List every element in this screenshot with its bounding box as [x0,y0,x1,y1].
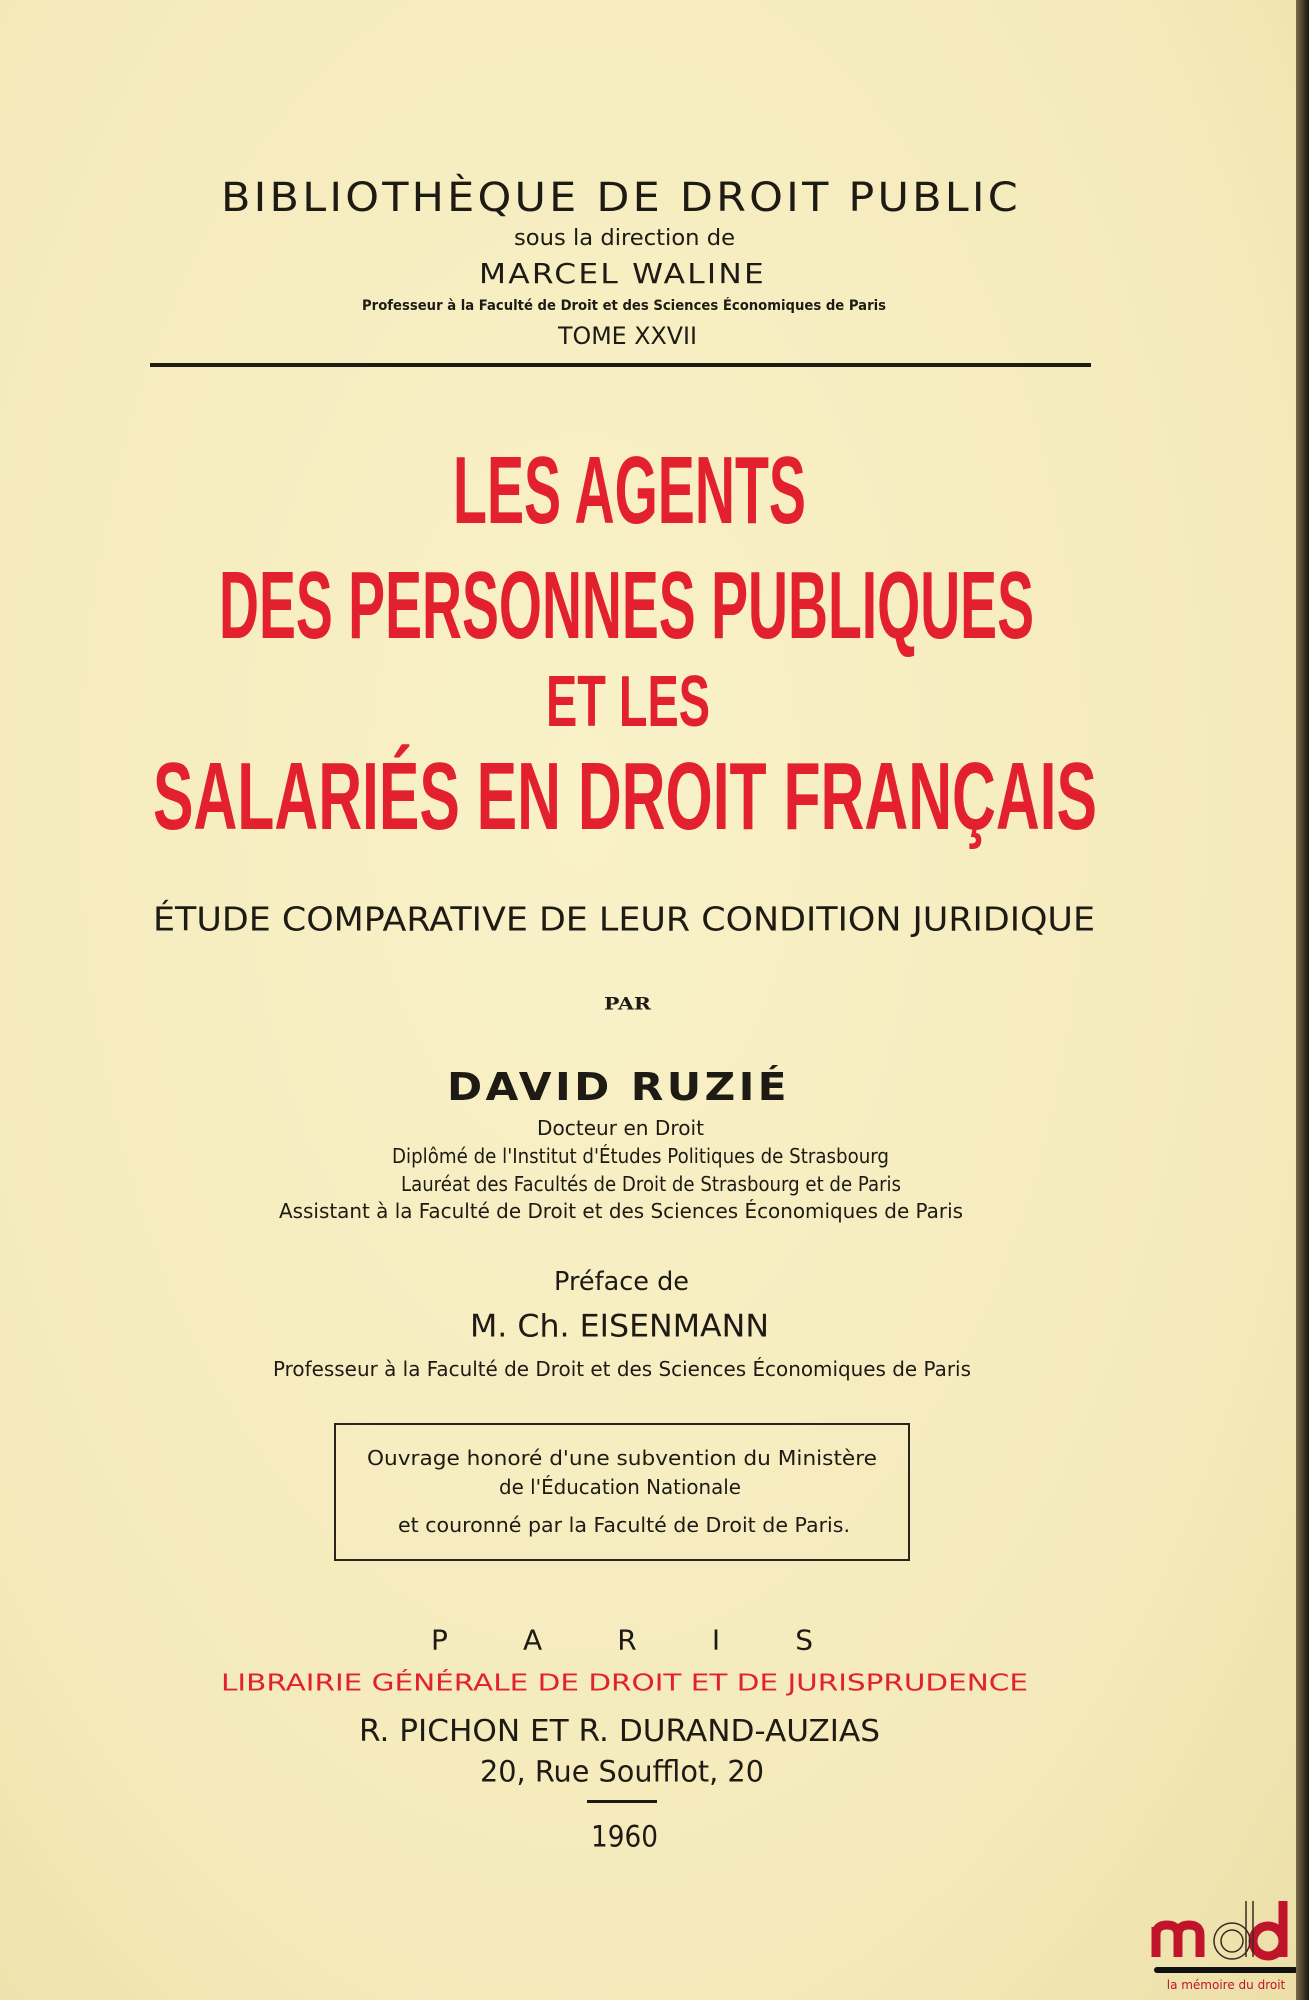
preface-label: Préface de [554,1267,689,1297]
address-rule [587,1800,657,1803]
series-tome: TOME XXVII [558,322,697,350]
author-name: DAVID RUZIÉ [447,1065,790,1109]
award-line: de l'Éducation Nationale [499,1475,741,1499]
title-line-4: SALARIÉS EN DROIT FRANÇAIS [153,743,1097,850]
title-line-1: LES AGENTS [453,437,806,544]
header-rule [150,363,1091,367]
award-line: Ouvrage honoré d'une subvention du Ministère [367,1446,877,1470]
author-by: PAR [604,994,651,1015]
author-credential: Docteur en Droit [537,1116,704,1140]
series-name: BIBLIOTHÈQUE DE DROIT PUBLIC [221,175,1021,221]
preface-name: M. Ch. EISENMANN [470,1308,769,1345]
publisher-address: 20, Rue Soufflot, 20 [480,1754,764,1789]
scan-edge [1296,0,1309,2000]
publication-year: 1960 [591,1819,658,1854]
title-line-2: DES PERSONNES PUBLIQUES [219,552,1034,659]
award-line: et couronné par la Faculté de Droit de Paris. [398,1513,850,1537]
subtitle: ÉTUDE COMPARATIVE DE LEUR CONDITION JURIDIQUE [153,899,1095,939]
series-direction: sous la direction de [514,226,735,251]
author-credential: Lauréat des Facultés de Droit de Strasbourg et de Paris [401,1172,901,1196]
preface-title: Professeur à la Faculté de Droit et des Sciences Économiques de Paris [273,1357,971,1381]
series-director-title: Professeur à la Faculté de Droit et des Sciences Économiques de Paris [362,298,886,314]
mdd-tagline: la mémoire du droit [1166,1978,1286,1992]
author-credential: Diplômé de l'Institut d'Études Politiques de Strasbourg [392,1144,889,1168]
series-director: MARCEL WALINE [479,257,766,290]
author-credential: Assistant à la Faculté de Droit et des Sciences Économiques de Paris [279,1199,963,1223]
publisher-city: P A R I S [431,1623,813,1657]
title-line-3: ET LES [546,662,710,742]
publisher-owners: R. PICHON ET R. DURAND-AUZIAS [359,1714,880,1749]
mdd-logo [1150,1893,1302,1993]
publisher-name: LIBRAIRIE GÉNÉRALE DE DROIT ET DE JURISPRUDENCE [221,1670,1028,1697]
